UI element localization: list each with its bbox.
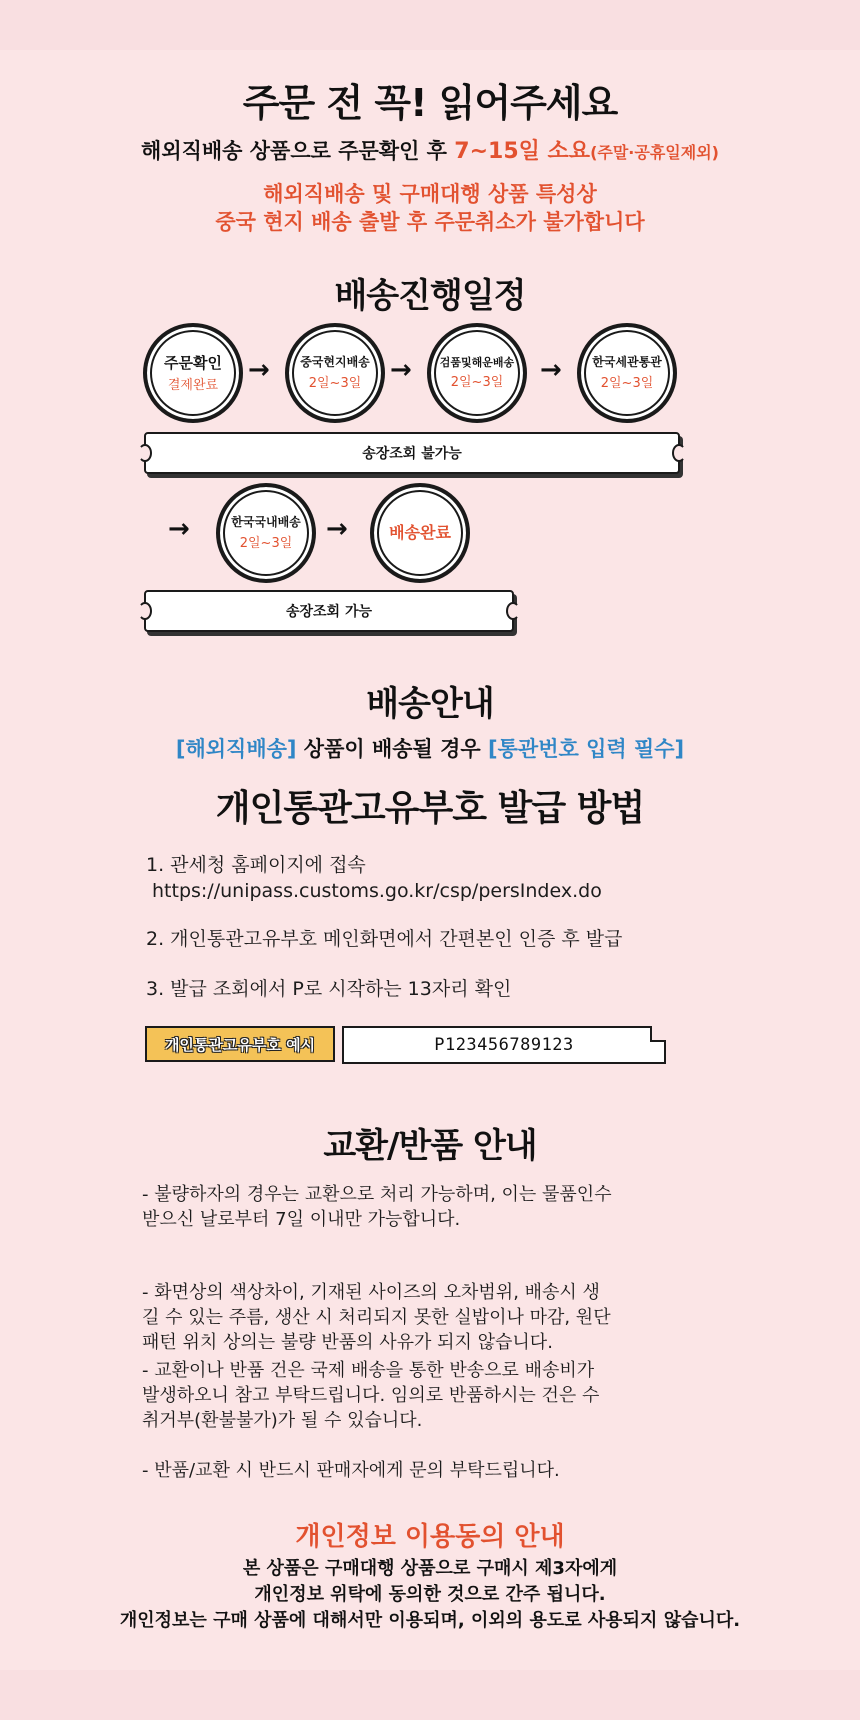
- arrow-icon: →: [168, 514, 190, 544]
- step-duration: 2일~3일: [450, 375, 504, 391]
- step-duration: 결제완료: [167, 377, 219, 393]
- step-duration: 2일~3일: [600, 375, 654, 391]
- shipping-requirement-text: 상품이 배송될 경우: [296, 737, 489, 761]
- customs-step-3: 3. 발급 조회에서 P로 시작하는 13자리 확인: [146, 978, 512, 1000]
- returns-paragraph-2: [142, 1280, 611, 1355]
- privacy-text: [0, 1556, 860, 1634]
- step-duration: 2일~3일: [308, 375, 362, 391]
- returns-line: 발생하오니 참고 부탁드립니다. 임의로 반품하시는 건은 수: [142, 1385, 600, 1406]
- step-name: 검품및해운배송: [439, 355, 515, 369]
- top-band: [0, 0, 860, 50]
- step-delivery-complete: [370, 483, 470, 583]
- delivery-days: 7~15일 소요: [454, 139, 591, 164]
- delivery-days-note: (주말·공휴일제외): [590, 143, 719, 162]
- arrow-icon: →: [248, 355, 270, 385]
- returns-line: - 화면상의 색상차이, 기재된 사이즈의 오차범위, 배송시 생: [142, 1282, 600, 1303]
- returns-title: 교환/반품 안내: [323, 1126, 537, 1166]
- notice-title: 주문 전 꼭! 읽어주세요: [242, 81, 618, 125]
- step-china-shipping: [285, 323, 385, 423]
- customs-url-link[interactable]: https://unipass.customs.go.kr/csp/persIndex.do: [152, 880, 602, 902]
- bottom-band: [0, 1670, 860, 1720]
- returns-paragraph-1: [142, 1182, 612, 1232]
- delivery-time-prefix: 해외직배송 상품으로 주문확인 후: [141, 139, 455, 163]
- step-name: 주문확인: [164, 353, 222, 372]
- returns-line: 받으신 날로부터 7일 이내만 가능합니다.: [142, 1209, 461, 1230]
- returns-line: 길 수 있는 주름, 생산 시 처리되지 못한 실밥이나 마감, 원단: [142, 1307, 611, 1328]
- ribbon-label: 송장조회 불가능: [362, 446, 462, 462]
- customs-step-1: 1. 관세청 홈페이지에 접속: [146, 854, 366, 876]
- customs-example-value: P123456789123: [434, 1035, 574, 1055]
- privacy-line: 개인정보는 구매 상품에 대해서만 이용되며, 이외의 용도로 사용되지 않습니다.: [119, 1610, 741, 1631]
- schedule-title: 배송진행일정: [334, 276, 526, 316]
- step-korea-domestic: [216, 483, 316, 583]
- arrow-icon: →: [390, 355, 412, 385]
- customs-step-2: 2. 개인통관고유부호 메인화면에서 간편본인 인증 후 발급: [146, 928, 623, 950]
- step-name: 배송완료: [389, 523, 451, 543]
- returns-line: - 불량하자의 경우는 교환으로 처리 가능하며, 이는 물품인수: [142, 1184, 612, 1205]
- returns-line: 패턴 위치 상의는 불량 반품의 사유가 되지 않습니다.: [142, 1332, 553, 1353]
- returns-paragraph-4: [142, 1458, 560, 1483]
- customs-example-badge: 개인통관고유부호 예시: [145, 1026, 335, 1062]
- step-name: 한국국내배송: [231, 515, 301, 530]
- ribbon-label: 송장조회 가능: [285, 604, 373, 620]
- shipping-requirement-line: [0, 733, 860, 763]
- privacy-title: 개인정보 이용동의 안내: [295, 1522, 565, 1552]
- privacy-line: 본 상품은 구매대행 상품으로 구매시 제3자에게: [242, 1558, 618, 1579]
- returns-line: - 교환이나 반품 건은 국제 배송을 통한 반송으로 배송비가: [142, 1360, 595, 1381]
- arrow-icon: →: [540, 355, 562, 385]
- cancel-warning-1: 해외직배송 및 구매대행 상품 특성상: [263, 182, 597, 206]
- customs-title: 개인통관고유부호 발급 방법: [215, 788, 645, 829]
- tracking-unavailable-ribbon: [144, 432, 680, 474]
- step-order-confirm: [143, 323, 243, 423]
- arrow-icon: →: [326, 514, 348, 544]
- step-name: 중국현지배송: [300, 355, 370, 370]
- cancel-warning-2: 중국 현지 배송 출발 후 주문취소가 불가합니다: [215, 210, 645, 234]
- returns-paragraph-3: [142, 1358, 599, 1433]
- step-duration: 2일~3일: [239, 535, 293, 551]
- returns-line: - 반품/교환 시 반드시 판매자에게 문의 부탁드립니다.: [142, 1460, 560, 1481]
- returns-line: 취거부(환불불가)가 될 수 있습니다.: [142, 1410, 423, 1431]
- tracking-available-ribbon: [144, 590, 514, 632]
- folded-corner-icon: [650, 1026, 666, 1042]
- step-korea-customs: [577, 323, 677, 423]
- customs-example-number: [342, 1026, 666, 1064]
- customs-number-required-tag: [통관번호 입력 필수]: [488, 737, 685, 761]
- delivery-time-line: [0, 134, 860, 165]
- step-inspection-sea-shipping: [427, 323, 527, 423]
- privacy-line: 개인정보 위탁에 동의한 것으로 간주 됩니다.: [254, 1584, 606, 1605]
- step-name: 한국세관통관: [592, 355, 662, 370]
- shipping-title: 배송안내: [366, 684, 494, 724]
- direct-shipping-tag: [해외직배송]: [175, 737, 297, 761]
